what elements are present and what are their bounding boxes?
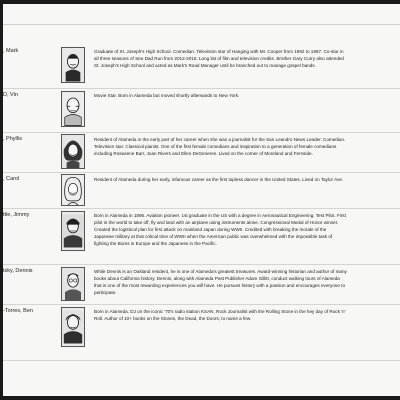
person-name: tsky, Dennis <box>3 268 33 274</box>
biography-text: Resident of Alameda during her early, infamous career as the first topless dancer in the United States. Lived on Taylor Ave. <box>94 177 344 182</box>
woman-portrait-icon <box>62 135 84 168</box>
person-name: , Carol <box>3 176 20 182</box>
list-item <box>3 132 400 173</box>
person-name: , Phyllis <box>3 136 22 142</box>
portrait-illustration <box>61 174 85 206</box>
person-name: ttle, Jimmy <box>3 212 30 218</box>
portrait-illustration <box>61 211 85 251</box>
biography-text: Resident of Alameda in the early part of her career when she was a journalist for the San Leandro News Leader. Comedian. Television star. Classical pianist. One of the first female comedians and inspiration to a generation of female comedians including Roseanne Barr, Joan Rivers and Ellen DeGeneres. Lived on the corner of Moreland and Fernside. <box>94 137 346 156</box>
list-item <box>3 172 400 209</box>
portrait-illustration <box>61 134 85 169</box>
woman-portrait-icon <box>62 175 84 205</box>
biography-text: Graduate of St. Joseph's High School. Comedian. Television star of Hanging with Mr. Cooper from 1992 to 1997. Co-star in all three seasons of See Dad Run from 2012-2015. Long list of film and television credits. Brother Gary Curry also attended St. Joseph's High School and acted as Mark's Road Manager until he branched out to manage gospel bands. <box>94 49 344 68</box>
man-portrait-icon <box>62 48 84 82</box>
list-item <box>3 264 400 305</box>
list-item <box>3 208 400 265</box>
man-portrait-icon <box>62 212 84 250</box>
man-portrait-icon <box>62 308 84 346</box>
biography-text: Movie Star. Born in Alameda but moved shortly afterwards to New York. <box>94 93 240 98</box>
list-item <box>3 304 400 361</box>
person-name: -Torres, Ben <box>3 308 33 314</box>
biography-text: Born in Alameda. DJ on the iconic '70's radio station KSAN. Rock Journalist with the Rolling Stone in the hey day of Rock 'n' Roll. Author of 10+ books on the Stones, the Dead, the Doors, to name a few. <box>94 309 346 321</box>
biography-text: While Dennis is an Oakland resident, he is one of Alameda's greatest treasures. Award-winning historian and author of many books about California history. Dennis, along with Alameda Post Publisher Adam Gillitt, conduct walking tours of Alameda that is one of the most rewarding experiences you will have. He pursues history with a passion and encourages everyone to participate. <box>94 269 347 295</box>
list-item <box>3 44 400 89</box>
list-item <box>3 88 400 133</box>
biography-text: Born in Alameda in 1896. Aviation pioneer. 1st graduate in the US with a degree in Aeronautical Engineering. Test Pilot. First pilot in the world to take off, fly and land with an airplane using instruments alone. Congressional Medal of Honor winner. Created the logistical plan for first attack on mainland Japan during WWII. Credited with breaking the morale of the Japanese military at that critical time of WWII when the American public was overwhelmed with the impossible task of fighting the Bums in Europe and the Japanese in the Pacific. <box>94 213 346 246</box>
portrait-illustration <box>61 307 85 347</box>
portrait-illustration <box>61 267 85 301</box>
person-name: , Mark <box>3 48 19 54</box>
man-portrait-icon <box>62 92 84 126</box>
portrait-illustration <box>61 91 85 127</box>
man-portrait-icon <box>62 268 84 300</box>
portrait-illustration <box>61 47 85 83</box>
document-page <box>3 4 400 396</box>
person-name: D, Vin <box>3 92 18 98</box>
